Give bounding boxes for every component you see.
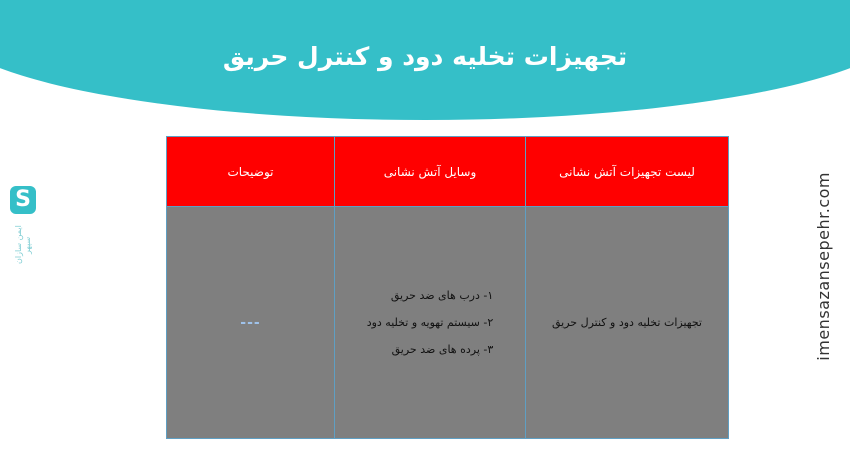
table-row: [167, 207, 729, 439]
website-watermark: imensazansepehr.com: [814, 172, 833, 361]
logo-text: ایمن سازان سپهر: [14, 225, 32, 265]
header-description: توضیحات: [167, 137, 335, 207]
list-item: ۱- درب های ضد حریق: [390, 289, 494, 302]
header-fire-tools: وسایل آتش نشانی: [335, 137, 526, 207]
logo-icon: S: [10, 186, 36, 214]
description-value: ---: [240, 314, 261, 331]
table-header-row: [167, 137, 729, 207]
cell-items: [335, 207, 526, 439]
cell-description: [167, 207, 335, 439]
fire-equipment-table: [166, 136, 729, 439]
list-item: ۳- پرده های ضد حریق: [391, 343, 494, 356]
items-list: [367, 282, 494, 363]
page-title: تجهیزات تخلیه دود و کنترل حریق: [222, 42, 628, 71]
header-equipment-list: لیست تجهیزات آتش نشانی: [526, 137, 729, 207]
brand-logo: [6, 186, 40, 272]
cell-category: تجهیزات تخلیه دود و کنترل حریق: [526, 207, 729, 439]
list-item: ۲- سیستم تهویه و تخلیه دود: [366, 316, 494, 329]
